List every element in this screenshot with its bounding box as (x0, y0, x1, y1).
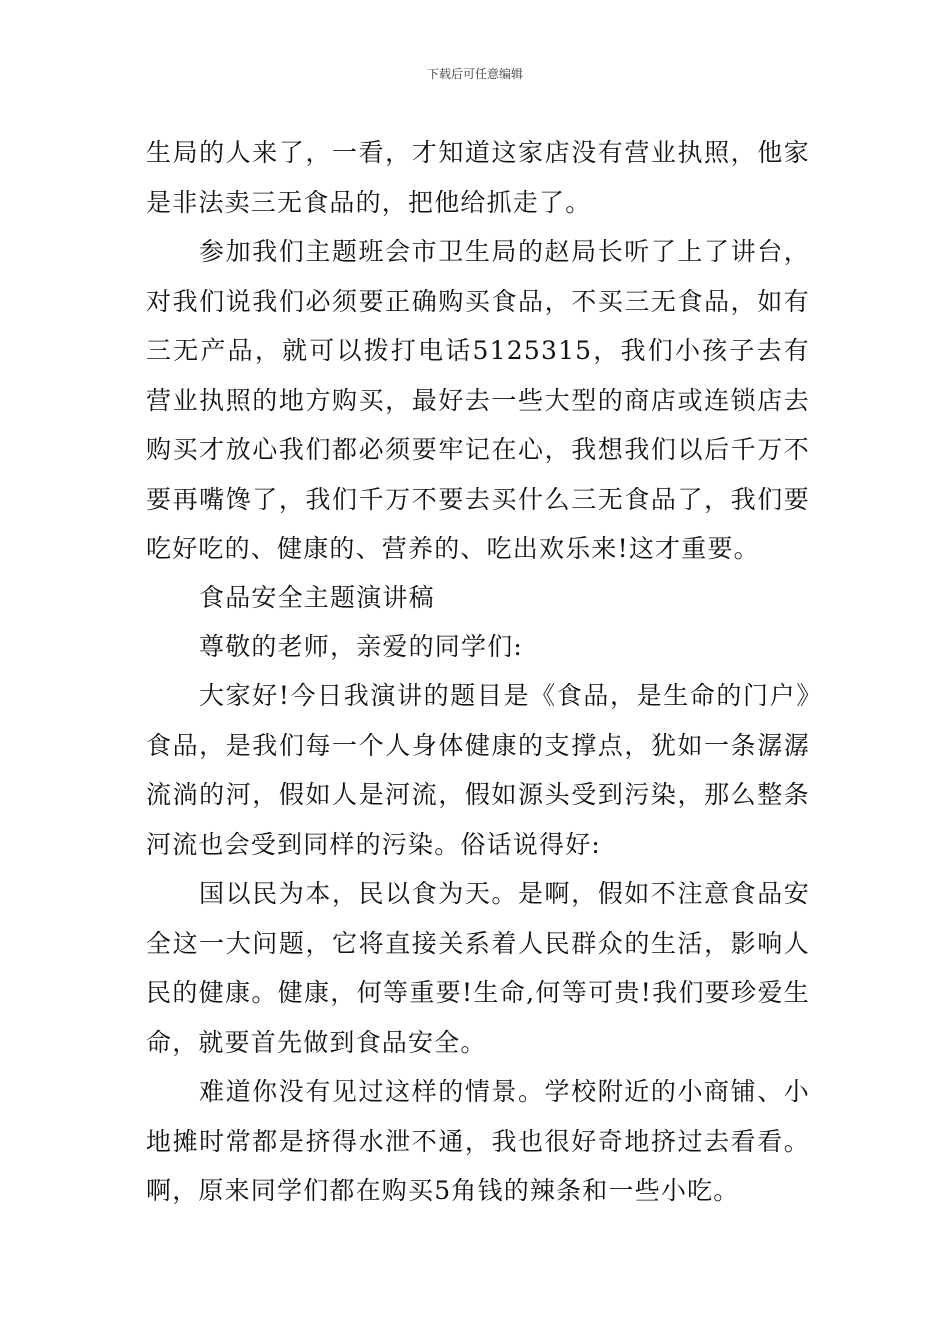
paragraph-intro: 大家好!今日我演讲的题目是《食品，是生命的门户》食品，是我们每一个人身体健康的支撑点，犹如一条潺潺流淌的河，假如人是河流，假如源头受到污染，那么整条河流也会受到同样的污染。俗话说得好: (146, 681, 810, 859)
paragraph-director-speech: 参加我们主题班会市卫生局的赵局长听了上了讲台，对我们说我们必须要正确购买食品，不买三无食品，如有三无产品，就可以拨打电话5125315，我们小孩子去有营业执照的地方购买，最好去一些大型的商店或连锁店去购买才放心我们都必须要牢记在心，我想我们以后千万不要再嘴馋了，我们千万不要去买什么三无食品了，我们要吃好吃的、健康的、营养的、吃出欢乐来!这才重要。 (146, 237, 810, 563)
page-header-note: 下载后可任意编辑 (426, 67, 523, 81)
speech-title: 食品安全主题演讲稿 (199, 582, 435, 612)
paragraph-proverb: 国以民为本，民以食为天。是啊，假如不注意食品安全这一大问题，它将直接关系着人民群众的生活，影响人民的健康。健康，何等重要!生命,何等可贵!我们要珍爱生命，就要首先做到食品安全。 (146, 879, 810, 1057)
paragraph-continuation: 生局的人来了，一看，才知道这家店没有营业执照，他家是非法卖三无食品的，把他给抓走了。 (146, 138, 810, 217)
document-body (146, 128, 810, 1216)
salutation: 尊敬的老师，亲爱的同学们: (199, 631, 524, 661)
paragraph-scene: 难道你没有见过这样的情景。学校附近的小商铺、小地摊时常都是挤得水泄不通，我也很好奇地挤过去看看。啊，原来同学们都在购买5角钱的辣条和一些小吃。 (146, 1077, 810, 1205)
